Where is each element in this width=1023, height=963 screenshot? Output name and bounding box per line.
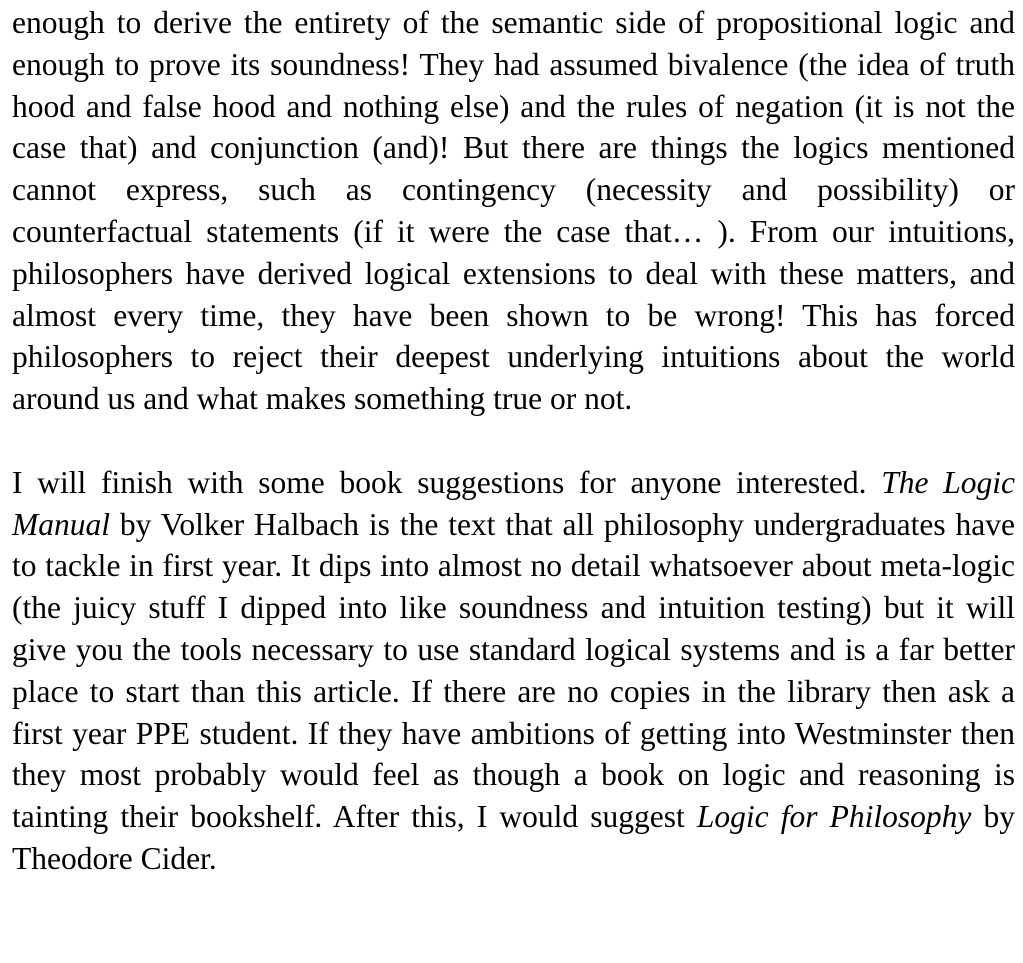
paragraph-book-suggestions — [12, 462, 1015, 880]
book-suggestions-text-end: by Theodore Cider. — [12, 799, 1016, 876]
paragraph-logic-intuitions: enough to derive the entirety of the semantic side of propositional logic and enough to prove its soundness! They had assumed bivalence (the idea of truth hood and false hood and nothing else) and the rules of negation (it is not the case that) and conjunction (and)! But there are things the logics mentioned cannot express, such as contingency (necessity and possibility) or counterfactual statements (if it were the case that… ). From our intuitions, philosophers have derived logical extensions to deal with these matters, and almost every time, they have been shown to be wrong! This has forced philosophers to reject their deepest underlying intuitions about the world around us and what makes something true or not. — [12, 5, 1015, 417]
book-title-logic-for-philosophy: Logic for Philosophy — [696, 799, 972, 835]
book-title-logic-manual: The Logic Manual — [12, 464, 1015, 542]
book-suggestions-text-start: I will finish with some book suggestions for anyone interested. — [12, 464, 882, 500]
book-suggestions-text-middle: by Volker Halbach is the text that all philosophy undergraduates have to tackle in first year. It dips into almost no detail whatsoever about meta-logic (the juicy stuff I dipped into like soundness and intuition testing) but it will give you the tools necessary to use standard logical systems and is a far better place to start than this article. If there are no copies in the library then ask a first year PPE student. If they have ambitions of getting into Westminster then they most probably would feel as though a book on logic and reasoning is tainting their bookshelf. After this, I would suggest — [12, 506, 1015, 835]
